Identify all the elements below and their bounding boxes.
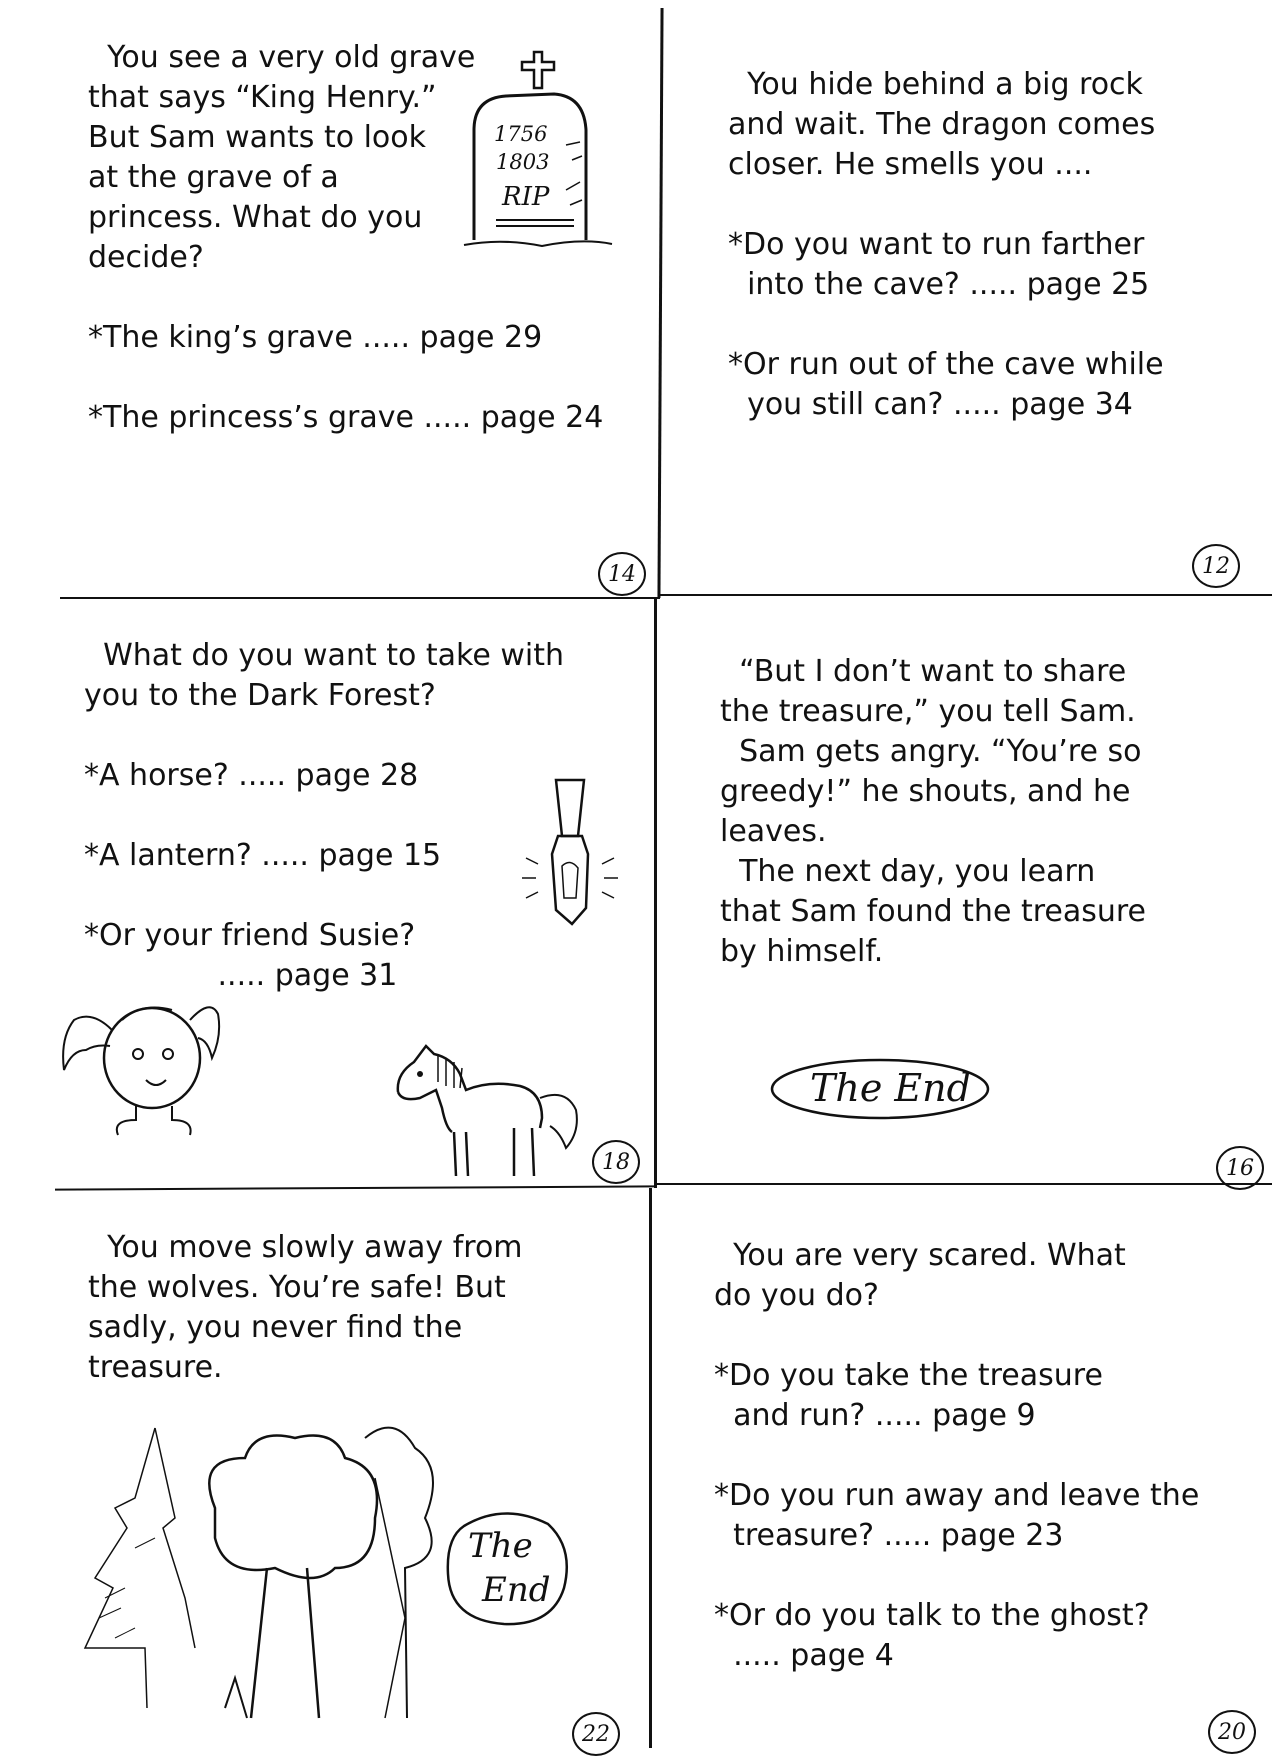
choice-run-farther: *Do you want to run farther <box>728 227 1145 262</box>
choice-run-farther-cont: into the cave? ..... page 25 <box>728 267 1150 302</box>
lantern-drawing <box>520 778 620 928</box>
forest-drawing <box>75 1418 455 1738</box>
story-line: you to the Dark Forest? <box>84 678 436 713</box>
story-line: princess. What do you <box>88 200 423 235</box>
story-line: The next day, you learn <box>720 854 1096 889</box>
story-line: You hide behind a big rock <box>728 67 1143 102</box>
the-end-badge <box>770 1058 990 1120</box>
choice-take-treasure-cont: and run? ..... page 9 <box>714 1398 1036 1433</box>
choice-run-away-cont: treasure? ..... page 23 <box>714 1518 1064 1553</box>
story-line: the wolves. You’re safe! But <box>88 1270 506 1305</box>
choice-take-treasure: *Do you take the treasure <box>714 1358 1103 1393</box>
vertical-divider <box>649 1188 652 1748</box>
choice-run-away: *Do you run away and leave the <box>714 1478 1200 1513</box>
choice-talk-ghost-cont: ..... page 4 <box>714 1638 894 1673</box>
choice-talk-ghost: *Or do you talk to the ghost? <box>714 1598 1150 1633</box>
choice-lantern: *A lantern? ..... page 15 <box>84 838 442 873</box>
story-line: You see a very old grave <box>88 40 476 75</box>
story-line: greedy!” he shouts, and he <box>720 774 1131 809</box>
panel-page-18 <box>84 636 564 996</box>
choice-princess-grave: *The princess’s grave ..... page 24 <box>88 400 604 435</box>
page-number-22: 22 <box>572 1712 620 1756</box>
vertical-divider <box>657 8 663 598</box>
tombstone-rip: RIP <box>502 182 550 212</box>
story-line: decide? <box>88 240 204 275</box>
susie-drawing <box>52 980 222 1135</box>
story-line: What do you want to take with <box>84 638 564 673</box>
tombstone-year-born: 1756 <box>494 122 548 146</box>
story-line: You are very scared. What <box>714 1238 1126 1273</box>
vertical-divider <box>654 598 657 1188</box>
choice-run-out-cont: you still can? ..... page 34 <box>728 387 1133 422</box>
story-line: by himself. <box>720 934 884 969</box>
choice-susie: *Or your friend Susie? <box>84 918 416 953</box>
the-end-label: The End <box>810 1066 971 1110</box>
page-number-18: 18 <box>592 1140 640 1184</box>
horizontal-divider <box>55 1185 655 1190</box>
story-line: You move slowly away from <box>88 1230 523 1265</box>
story-line: closer. He smells you .... <box>728 147 1093 182</box>
story-line: the treasure,” you tell Sam. <box>720 694 1136 729</box>
story-line: that Sam found the treasure <box>720 894 1146 929</box>
story-line: that says “King Henry.” <box>88 80 437 115</box>
choice-king-grave: *The king’s grave ..... page 29 <box>88 320 543 355</box>
panel-page-22 <box>88 1228 523 1388</box>
tombstone-drawing <box>462 50 622 260</box>
panel-page-16 <box>720 652 1146 972</box>
panel-page-20 <box>714 1236 1199 1676</box>
story-line: Sam gets angry. “You’re so <box>720 734 1142 769</box>
story-line: and wait. The dragon comes <box>728 107 1156 142</box>
horizontal-divider <box>60 597 660 599</box>
story-line: But Sam wants to look <box>88 120 427 155</box>
the-end-label: The <box>468 1526 533 1566</box>
panel-page-12 <box>728 65 1164 425</box>
story-line: at the grave of a <box>88 160 339 195</box>
tombstone-year-died: 1803 <box>496 150 550 174</box>
page-number-20: 20 <box>1208 1710 1256 1754</box>
the-end-badge <box>444 1508 572 1628</box>
the-end-label: End <box>482 1570 551 1610</box>
page-number-16: 16 <box>1216 1146 1264 1190</box>
horizontal-divider <box>655 1183 1272 1185</box>
story-line: do you do? <box>714 1278 879 1313</box>
choice-susie-page: ..... page 31 <box>84 958 398 993</box>
page-number-14: 14 <box>598 552 646 596</box>
story-line: “But I don’t want to share <box>720 654 1127 689</box>
story-line: treasure. <box>88 1350 223 1385</box>
choice-run-out: *Or run out of the cave while <box>728 347 1164 382</box>
story-line: leaves. <box>720 814 827 849</box>
page-number-12: 12 <box>1192 544 1240 588</box>
choice-horse: *A horse? ..... page 28 <box>84 758 419 793</box>
horizontal-divider <box>660 594 1272 596</box>
story-line: sadly, you never find the <box>88 1310 463 1345</box>
horse-drawing <box>390 1028 590 1178</box>
